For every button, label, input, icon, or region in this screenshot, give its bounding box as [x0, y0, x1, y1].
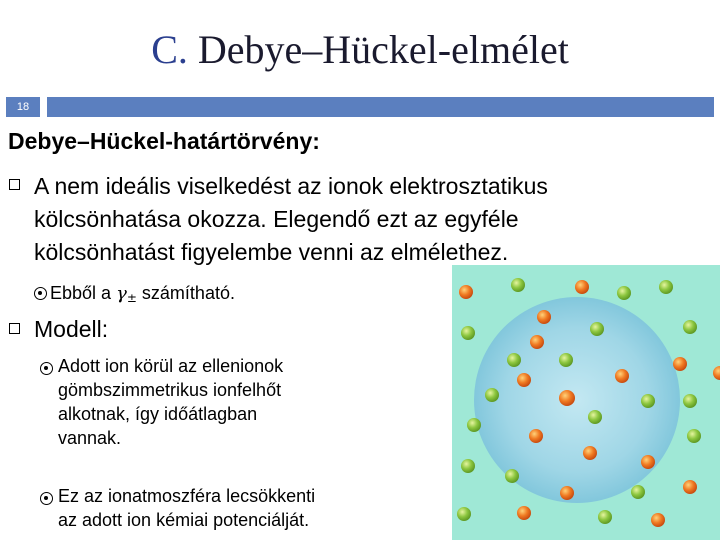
anion [617, 286, 631, 300]
sub-bullet-line: Ez az ionatmoszféra lecsökkenti [58, 486, 316, 506]
sub-bullet-text [58, 354, 418, 450]
anion [467, 418, 481, 432]
anion [507, 353, 521, 367]
circle-bullet-icon [40, 362, 53, 375]
sub-bullet-line: vannak. [58, 428, 122, 448]
gamma-symbol: γ [116, 283, 127, 304]
cation [683, 480, 697, 494]
sub-bullet-line: Adott ion körül az ellenionok [58, 356, 284, 376]
bullet-text [34, 170, 704, 269]
anion [511, 278, 525, 292]
cation [560, 486, 574, 500]
sub-bullet-line: alkotnak, így időátlagban [58, 404, 258, 424]
cation [529, 429, 543, 443]
circle-bullet-icon [40, 492, 53, 505]
cation [517, 506, 531, 520]
cation [615, 369, 629, 383]
slide-title [0, 26, 720, 74]
anion [485, 388, 499, 402]
title-letter: C. [151, 27, 188, 72]
cation [641, 455, 655, 469]
anion [687, 429, 701, 443]
anion [559, 353, 573, 367]
section-heading: Debye–Hückel-határtörvény: [8, 128, 320, 154]
anion [590, 322, 604, 336]
sub-bullet-line: gömbszimmetrikus ionfelhőt [58, 380, 282, 400]
square-bullet-icon [9, 179, 20, 190]
anion [641, 394, 655, 408]
square-bullet-icon [9, 323, 20, 334]
cation [530, 335, 544, 349]
sub-bullet-after: számítható. [141, 283, 235, 303]
anion [598, 510, 612, 524]
anion [659, 280, 673, 294]
ion-atmosphere-illustration [452, 265, 720, 540]
sub-bullet-before: Ebből a [50, 283, 112, 303]
anion [588, 410, 602, 424]
header-bar [47, 97, 714, 117]
anion [683, 320, 697, 334]
anion [683, 394, 697, 408]
sub-bullet-text [50, 281, 235, 310]
anion [461, 326, 475, 340]
cation [537, 310, 551, 324]
sub-bullet-line: az adott ion kémiai potenciálját. [58, 510, 310, 530]
cation [459, 285, 473, 299]
model-label: Modell: [34, 316, 109, 342]
cation [651, 513, 665, 527]
anion [631, 485, 645, 499]
cation [517, 373, 531, 387]
anion [505, 469, 519, 483]
bullet-line: A nem ideális viselkedést az ionok elektrosztatikus [34, 173, 548, 199]
cation [583, 446, 597, 460]
slide-number: 18 [6, 97, 40, 117]
bullet-line: kölcsönhatása okozza. Elegendő ezt az egyféle [34, 206, 519, 232]
sub-bullet-text [58, 484, 428, 532]
plus-minus-subscript: ± [126, 291, 137, 305]
cation [575, 280, 589, 294]
circle-bullet-icon [34, 287, 47, 300]
bullet-line: kölcsönhatást figyelembe venni az elmélethez. [34, 239, 509, 265]
cation [673, 357, 687, 371]
title-text: Debye–Hückel-elmélet [197, 27, 569, 72]
anion [457, 507, 471, 521]
central-ion [559, 390, 575, 406]
anion [461, 459, 475, 473]
